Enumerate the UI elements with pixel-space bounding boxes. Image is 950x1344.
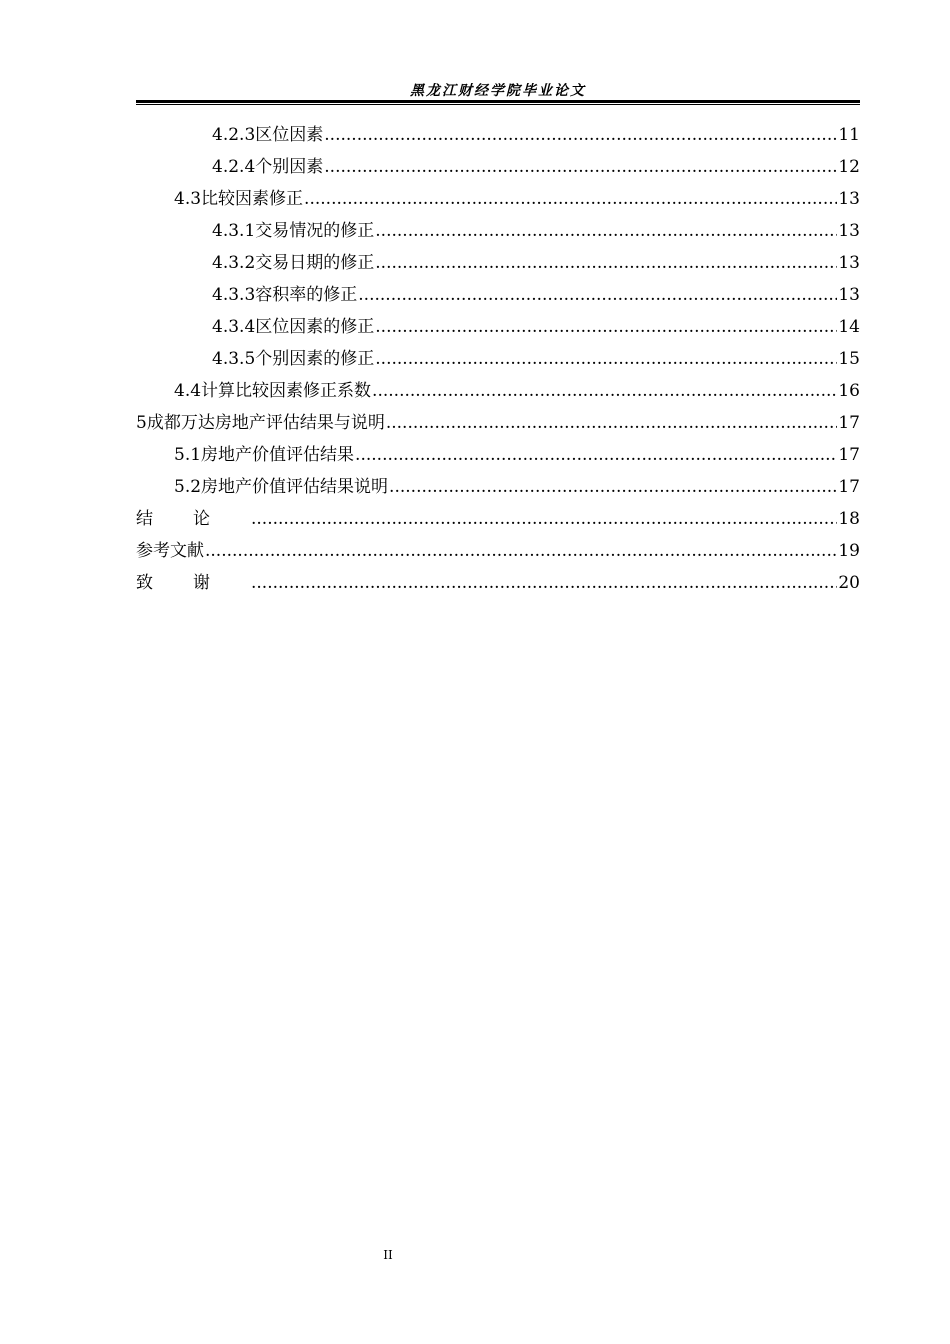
toc-leader-dots [375,247,837,279]
toc-leader-dots [251,503,837,535]
toc-entry-page: 12 [838,157,860,177]
toc-entry-title: 交易日期的修正 [255,253,375,273]
toc-entry-title: 容积率的修正 [255,285,358,305]
toc-entry-title: 计算比较因素修正系数 [201,381,372,401]
page-number: II [383,1248,393,1262]
toc-entry[interactable] [136,439,860,471]
toc-entry[interactable] [136,535,860,567]
toc-entry-page: 13 [838,285,860,305]
toc-entry[interactable] [136,183,860,215]
header-title: 黑龙江财经学院毕业论文 [410,83,586,99]
toc-entry-number: 4.2.3 [212,125,256,145]
toc-leader-dots [386,407,838,439]
toc-entry-title: 致谢 [136,573,250,593]
toc-leader-dots [358,279,837,311]
toc-leader-dots [324,119,837,151]
toc-leader-dots [375,343,837,375]
toc-entry-number: 4.3.2 [212,253,256,273]
toc-entry-title: 结论 [136,509,250,529]
toc-entry[interactable] [136,471,860,503]
toc-entry-page: 20 [838,573,860,593]
header-rule-thick [136,100,860,103]
toc-entry-page: 19 [838,541,860,561]
toc-entry-page: 13 [838,253,860,273]
toc-entry-number: 4.3.1 [212,221,256,241]
toc-entry-title: 区位因素的修正 [255,317,375,337]
toc-entry[interactable] [136,215,860,247]
toc-entry-page: 17 [838,445,860,465]
toc-entry-title: 交易情况的修正 [255,221,375,241]
toc-entry[interactable] [136,311,860,343]
toc-entry-number: 5.1 [174,445,202,465]
toc-entry[interactable] [136,151,860,183]
toc-leader-dots [375,311,837,343]
toc-entry-number: 5.2 [174,477,202,497]
header-rule-thin [136,104,860,105]
toc-leader-dots [372,375,837,407]
toc-entry-number: 4.4 [174,381,202,401]
toc-entry-page: 13 [838,189,860,209]
toc-leader-dots [389,471,837,503]
toc-entry-title: 房地产价值评估结果 [201,445,355,465]
toc-leader-dots [324,151,837,183]
toc-entry-title: 个别因素 [255,157,324,177]
toc-entry-page: 16 [838,381,860,401]
toc-entry[interactable] [136,343,860,375]
toc-entry[interactable] [136,503,860,535]
toc-entry-title: 房地产价值评估结果说明 [201,477,389,497]
toc-entry[interactable] [136,247,860,279]
toc-entry-title: 个别因素的修正 [255,349,375,369]
toc-leader-dots [205,535,837,567]
toc-entry-title: 成都万达房地产评估结果与说明 [146,413,385,433]
toc-entry-title: 比较因素修正 [201,189,304,209]
toc-entry[interactable] [136,279,860,311]
toc-entry-number: 4.3.3 [212,285,256,305]
toc-leader-dots [375,215,837,247]
toc-entry-number: 4.3 [174,189,202,209]
toc-entry[interactable] [136,567,860,599]
toc-leader-dots [304,183,837,215]
toc-entry[interactable] [136,119,860,151]
toc-entry-page: 13 [838,221,860,241]
toc-entry-title: 参考文献 [136,541,204,561]
toc-entry-page: 14 [838,317,860,337]
toc-entry[interactable] [136,407,860,439]
toc-entry-page: 17 [838,477,860,497]
toc-entry-page: 15 [838,349,860,369]
toc-entry-page: 18 [838,509,860,529]
table-of-contents [136,119,860,599]
toc-entry-number: 4.3.5 [212,349,256,369]
toc-entry-number: 4.3.4 [212,317,256,337]
toc-entry-number: 4.2.4 [212,157,256,177]
toc-entry-number: 5 [136,413,147,433]
toc-leader-dots [251,567,837,599]
toc-entry-title: 区位因素 [255,125,324,145]
toc-entry-page: 11 [838,125,860,145]
toc-entry-page: 17 [838,413,860,433]
toc-leader-dots [355,439,837,471]
toc-entry[interactable] [136,375,860,407]
